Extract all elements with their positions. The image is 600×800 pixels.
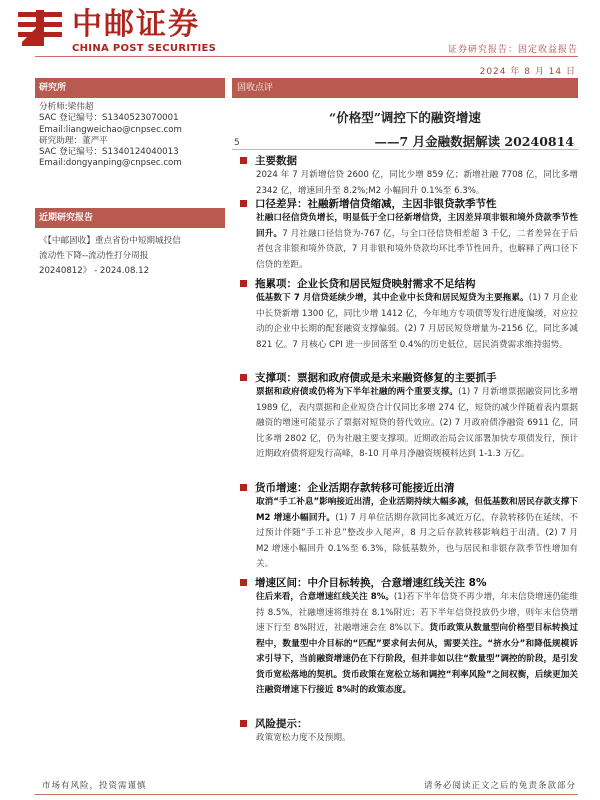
section-title: 货币增速：企业活期存款转移可能接近出清 xyxy=(255,482,455,494)
recent-report-line: 《【中邮固收】重点省份中短期城投信 xyxy=(39,235,181,246)
section-title: 增速区间：中介目标转换，合意增速红线关注 8% xyxy=(255,577,487,589)
section-risk xyxy=(240,716,578,747)
section-money-growth xyxy=(240,480,578,573)
brand-logo xyxy=(16,8,216,54)
section-body: 低基数下 7 月信贷延续少增，其中企业中长贷和居民短贷为主要拖累。(1) 7 月企业中长贷新增 1300 亿，同比少增 1412 亿，今年地方专项债等发行进度偏缓，对应拉动的企业中长期的配套融资支撑偏弱。(2) 7 月居民短贷增量为-2156 亿，同比多减 821 亿。7 月核心 CPI 进一步回落至 0.4%的历史低位，居民消费需求维持弱势。 xyxy=(256,293,579,350)
footer-divider xyxy=(35,794,578,795)
recent-report-line: 流动性下降--流动性打分周报 xyxy=(39,251,149,262)
section-title: 支撑项：票据和政府债或是未来融资修复的主要抓手 xyxy=(255,372,497,384)
square-bullet-icon xyxy=(240,374,247,381)
square-bullet-icon xyxy=(240,484,247,491)
title-divider xyxy=(232,149,578,150)
section-body: 政策宽松力度不及预期。 xyxy=(256,733,351,743)
team-heading: 研究所 xyxy=(35,78,225,98)
section-drag xyxy=(240,276,578,353)
square-bullet-icon xyxy=(240,720,247,727)
recent-heading: 近期研究报告 xyxy=(35,208,225,228)
analyst-info xyxy=(35,98,225,176)
square-bullet-icon xyxy=(240,200,247,207)
footer-disclaimer-right: 请务必阅读正文之后的免责条款部分 xyxy=(423,781,576,791)
section-body: 票据和政府债或仍将为下半年社融的两个重要支撑。(1) 7 月新增票据融资同比多增 1989 亿，表内票据和企业短贷合计仅同比多增 274 亿，短贷的减少伴随着表内票据融资的增速可能显示了票据对短贷的替代效应。(2) 7 月政府债净融资 6911 亿，同比多增 2802 亿，仍为社融主要支撑项。近期政治局会议部署加快专项债发行，预计近期政府债将迎发行高峰，8-10 月单月净融资规模料达到 1-1.3 万亿。 xyxy=(256,387,578,459)
report-subtitle: ——7 月金融数据解读 20240814 xyxy=(374,134,574,149)
section-body: 往后来看，合意增速红线关注 8%。(1)若下半年信贷不再少增，年末信贷增速仍能维持 8.5%，社融增速将维持在 8.1%附近；若下半年信贷投放仍少增，则年末信贷增速下行至 8%附近，社融增速会在 8%以下。货币政策从数量型向价格型目标转换过程中，数量型中介目标的“匹配”要求何去何从，需要关注。“挤水分”和降低规模诉求引导下，当前融资增速仍在下行阶段，但并非如以往“数量型”调控的阶段，是引发货币宽松落地的契机。货币政策在宽松立场和调控“利率风险”之间权衡，后续更加关注融资增速下行接近 8%时的政策态度。 xyxy=(256,592,578,695)
report-type: 证券研究报告：固定收益报告 xyxy=(447,45,578,55)
section-title: 风险提示： xyxy=(255,718,308,730)
recent-report-link[interactable] xyxy=(35,228,225,280)
section-growth-range xyxy=(240,575,578,699)
recent-report-line: 20240812》 - 2024.08.12 xyxy=(39,266,150,277)
china-post-logo-icon xyxy=(16,8,64,48)
analyst-sac: SAC 登记编号：S1340523070001 xyxy=(39,113,179,124)
assistant-email[interactable]: Email:dongyanping@cnpsec.com xyxy=(39,158,182,169)
square-bullet-icon xyxy=(240,157,247,164)
section-main-data xyxy=(240,153,578,199)
report-date: 2024 年 8 月 14 日 xyxy=(479,67,576,77)
assistant-sac: SAC 登记编号：S1340124040013 xyxy=(39,147,179,158)
main-content xyxy=(232,78,578,150)
square-bullet-icon xyxy=(240,579,247,586)
brand-name-en: CHINA POST SECURITIES xyxy=(72,43,217,54)
report-category-tag: 固收点评 xyxy=(232,78,578,98)
section-caliber-diff xyxy=(240,196,578,273)
analyst-email[interactable]: Email:liangweichao@cnpsec.com xyxy=(39,124,182,135)
report-title: “价格型”调控下的融资增速 xyxy=(329,110,481,125)
page-mark: 5 xyxy=(234,138,240,148)
section-title: 拖累项：企业长贷和居民短贷映射需求不足结构 xyxy=(255,278,476,290)
header-divider xyxy=(35,56,578,57)
footer-disclaimer-left: 市场有风险，投资需谨慎 xyxy=(42,781,147,791)
square-bullet-icon xyxy=(240,280,247,287)
analyst-name: 分析师:梁伟超 xyxy=(39,102,94,112)
sidebar xyxy=(35,78,225,280)
section-support xyxy=(240,370,578,463)
section-body: 取消“手工补息”影响接近出清，企业活期持续大幅多减，但低基数和居民存款支撑下 M2 增速小幅回升。(1) 7 月单位活期存款同比多减近万亿，存款转移仍在延续，不过预计伴随“手工补息”整改步入尾声，8 月之后存款转移影响趋于出清。(2) 7 月 M2 增速小幅回升 0.1%至 6.3%，除低基数外，也与居民和非银存款季节性增加有关。 xyxy=(256,497,578,569)
section-body: 2024 年 7 月新增信贷 2600 亿，同比少增 859 亿；新增社融 7708 亿，同比多增 2342 亿，增速回升至 8.2%;M2 小幅回升 0.1%至 6.3%。 xyxy=(256,170,578,196)
section-title: 口径差异：社融新增信贷缩减，主因非银贷款季节性 xyxy=(255,198,497,210)
section-body: 社融口径信贷负增长，明显低于全口径新增信贷，主因差异项非银和境外贷款季节性回升。7 月社融口径信贷为-767 亿，与全口径信贷相差超 3 千亿，二者差异在于后者包含非银和境外贷款，7 月非银和境外贷款均环比季节性回升，也解释了两口径下信贷的差距。 xyxy=(256,213,578,270)
section-title: 主要数据 xyxy=(255,155,297,167)
brand-name-cn: 中邮证券 xyxy=(72,7,200,42)
assistant-name: 研究助理：董严平 xyxy=(39,135,108,146)
